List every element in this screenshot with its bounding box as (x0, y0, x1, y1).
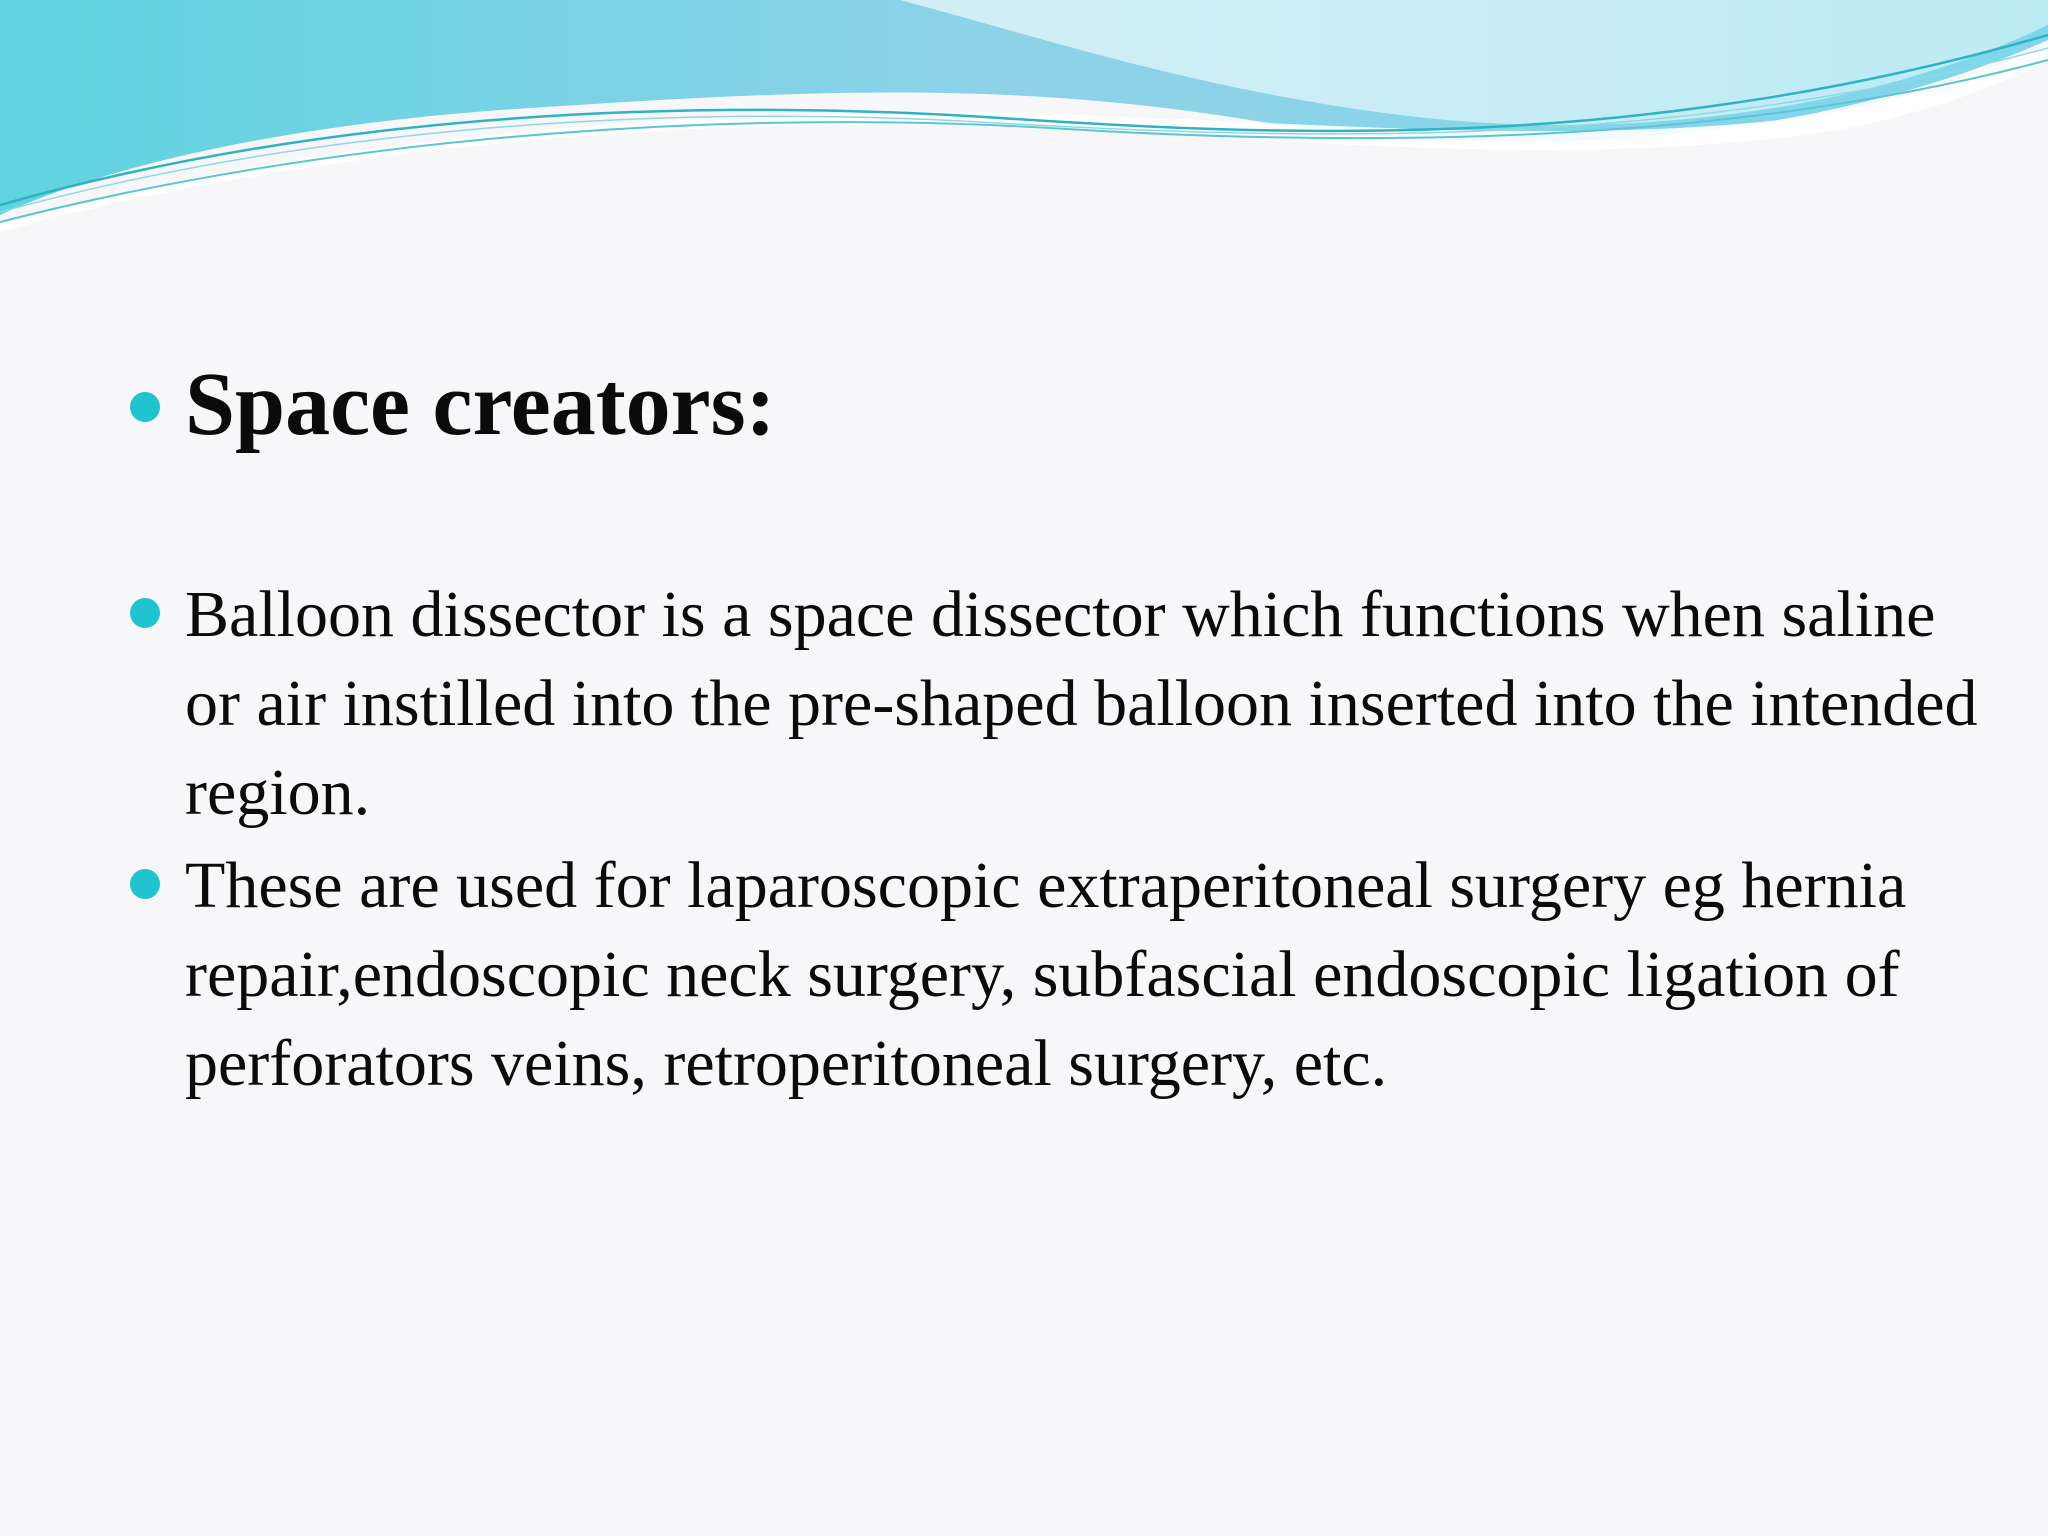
heading-bullet (130, 350, 1990, 460)
bullet-text: Balloon dissector is a space dissector which functions when saline or air instilled into the pre-shaped balloon inserted into the intended region. (185, 578, 1978, 829)
bullet-dot-icon (130, 869, 160, 899)
bullet-item-balloon-dissector (130, 570, 1990, 837)
content-bullet-list (130, 350, 1990, 1112)
slide-heading: Space creators: (185, 355, 776, 454)
bullet-text: These are used for laparoscopic extraperitoneal surgery eg hernia repair,endoscopic neck surgery, subfascial endoscopic ligation of perforators veins, retroperitoneal surgery, etc. (185, 849, 1907, 1100)
header-wave-decoration (0, 0, 2048, 260)
bullet-item-uses (130, 841, 1990, 1108)
bullet-dot-icon (130, 598, 160, 628)
bullet-dot-icon (130, 392, 160, 422)
